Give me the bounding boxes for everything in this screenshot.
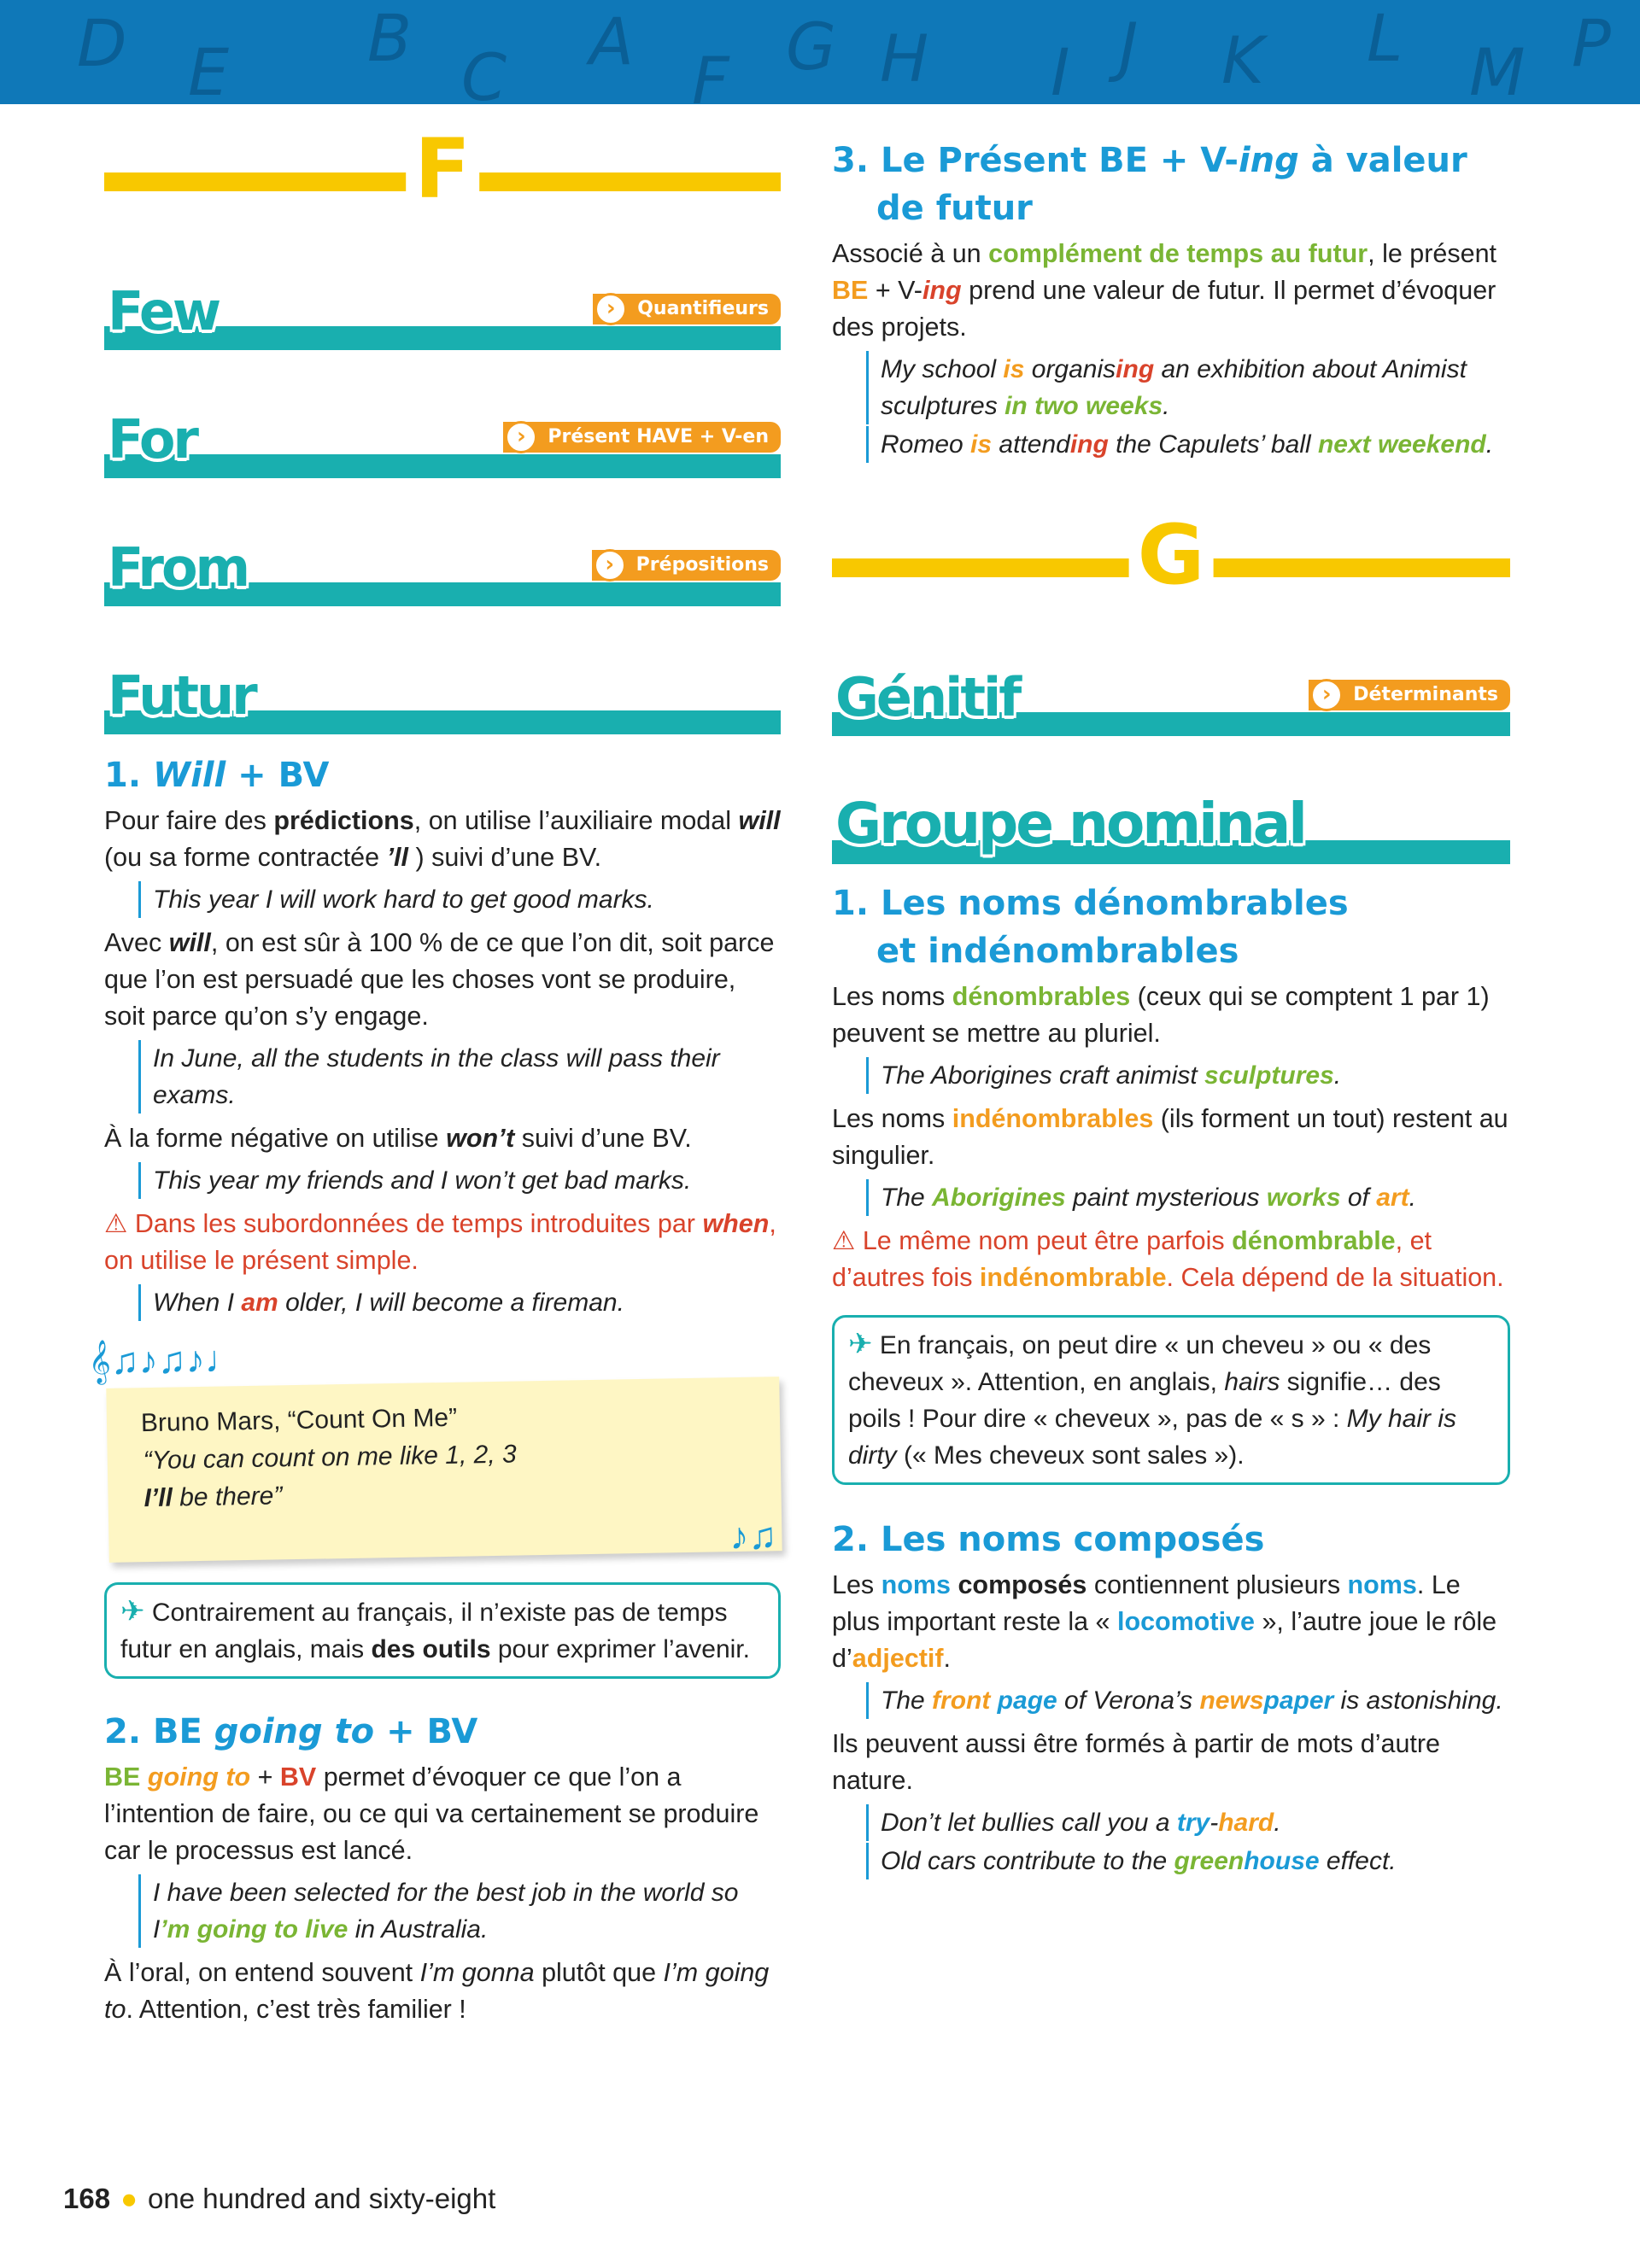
quote-source: Bruno Mars, “Count On Me” [140, 1403, 458, 1438]
banner-letter: I [1051, 34, 1070, 104]
chevron-right-icon: › [505, 421, 537, 453]
example: The Aborigines craft animist sculptures. [866, 1057, 1510, 1094]
warning-note: ⚠ Le même nom peut être parfois dénombrable, et d’autres fois indénombrable. Cela dépend de la situation. [832, 1226, 1504, 1292]
paragraph: Pour faire des prédictions, on utilise l’auxiliaire modal will (ou sa forme contractée ’ll ) suivi d’une BV. [104, 806, 781, 872]
chevron-right-icon: › [1310, 679, 1343, 711]
entry-title: Groupe nominal [835, 791, 1305, 856]
page-number-words: one hundred and sixty-eight [148, 2183, 496, 2214]
page-footer [63, 2183, 495, 2215]
left-column [88, 121, 781, 2031]
crossref-tag[interactable]: › Déterminants [1309, 680, 1510, 710]
info-box: ✈ En français, on peut dire « un cheveu » ou « des cheveux ». Attention, en anglais, hairs signifie… des poils ! Pour dire « cheveux », pas de « s » : My hair is dirty (« Mes cheveux sont sales »). [832, 1315, 1510, 1485]
plane-icon: ✈ [120, 1595, 145, 1628]
warning-note: ⚠ Dans les subordonnées de temps introduites par when, on utilise le présent simple. [104, 1209, 776, 1275]
entry-few [104, 260, 781, 350]
banner-letter: E [188, 34, 230, 104]
banner-letter: K [1221, 22, 1264, 98]
example: This year my friends and I won’t get bad marks. [138, 1162, 781, 1199]
info-box: ✈ Contrairement au français, il n’existe pas de temps futur en anglais, mais des outils pour exprimer l’avenir. [104, 1582, 781, 1679]
banner-letter: H [880, 20, 929, 96]
top-banner [0, 0, 1640, 104]
banner-letter: A [589, 3, 634, 79]
paragraph: Les noms indénombrables (ils forment un tout) restent au singulier. [832, 1104, 1508, 1170]
entry-genitif [832, 646, 1510, 736]
example: The Aborigines paint mysterious works of art. [866, 1179, 1510, 1216]
bullet-icon: ● [120, 2183, 138, 2214]
example: My school is organising an exhibition about Animist sculptures in two weeks. [866, 351, 1510, 424]
entry-title: For [108, 408, 197, 471]
page-number: 168 [63, 2183, 111, 2214]
banner-letter: M [1469, 34, 1526, 104]
paragraph: BE going to + BV permet d’évoquer ce que l’on a l’intention de faire, ou ce qui va certainement se produire car le processus est lancé. [104, 1762, 759, 1865]
example: In June, all the students in the class will pass their exams. [138, 1040, 781, 1114]
chevron-right-icon: › [594, 549, 626, 582]
music-notes-icon: ♪♫ [729, 1515, 777, 1558]
warning-icon: ⚠ [832, 1226, 856, 1255]
example: Romeo is attending the Capulets’ ball next weekend. [866, 426, 1510, 463]
paragraph: Ils peuvent aussi être formés à partir de mots d’autre nature. [832, 1729, 1440, 1795]
banner-letter: B [367, 0, 413, 76]
warning-icon: ⚠ [104, 1209, 128, 1238]
crossref-tag[interactable]: › Présent HAVE + V-en [503, 422, 781, 453]
section-letter-f [104, 121, 781, 222]
banner-letter: C [461, 39, 507, 104]
example: Old cars contribute to the greenhouse effect. [866, 1843, 1510, 1879]
entry-groupe-nominal [832, 774, 1510, 864]
crossref-tag[interactable]: › Prépositions [592, 550, 781, 581]
banner-letter: D [77, 5, 127, 81]
quote-line: “You can count on me like 1, 2, 3 [143, 1440, 517, 1476]
paragraph: Associé à un complément de temps au futur, le présent BE + V-ing prend une valeur de futur. Il permet d’évoquer des projets. [832, 239, 1497, 342]
banner-letter: F [692, 43, 729, 104]
quote-line: I’ll be there” [144, 1482, 283, 1513]
paragraph: Les noms composés contiennent plusieurs noms. Le plus important reste la « locomotive », l’autre joue le rôle d’adjectif. [832, 1570, 1497, 1673]
example: When I am older, I will become a fireman. [138, 1284, 781, 1321]
crossref-tag[interactable]: › Quantifieurs [593, 294, 781, 324]
song-quote-note [88, 1338, 782, 1563]
section-letter: F [406, 128, 479, 210]
banner-letter: J [1119, 9, 1139, 85]
entry-from [104, 516, 781, 606]
subsection-title: 1. Will + BV [104, 756, 330, 795]
subsection-title: 3. Le Présent BE + V-ing à valeur de futur [832, 141, 1467, 228]
paragraph: À la forme négative on utilise won’t suivi d’une BV. [104, 1124, 692, 1153]
subsection-title: 2. BE going to + BV [104, 1712, 478, 1751]
subsection-title: 2. Les noms composés [832, 1520, 1265, 1559]
entry-futur [104, 644, 781, 734]
entry-title: From [108, 536, 249, 599]
paragraph: Avec will, on est sûr à 100 % de ce que l’on dit, soit parce que l’on est persuadé que les choses vont se produire, soit parce qu’on s’y engage. [104, 928, 775, 1031]
entry-for [104, 388, 781, 478]
subsection-title: 1. Les noms dénombrables et indénombrables [832, 884, 1349, 971]
banner-letter: L [1367, 0, 1403, 76]
example: Don’t let bullies call you a try-hard. [866, 1804, 1510, 1841]
paragraph: Les noms dénombrables (ceux qui se comptent 1 par 1) peuvent se mettre au pluriel. [832, 982, 1490, 1048]
example: The front page of Verona’s newspaper is astonishing. [866, 1682, 1510, 1719]
entry-title: Génitif [835, 666, 1020, 728]
right-column [832, 137, 1510, 1886]
paragraph: À l’oral, on entend souvent I’m gonna plutôt que I’m going to. Attention, c’est très familier ! [104, 1958, 770, 2024]
plane-icon: ✈ [848, 1328, 873, 1360]
banner-letter: G [786, 9, 836, 85]
music-notes-icon: 𝄞♫♪♫♪♩ [88, 1338, 243, 1383]
banner-letter: P [1572, 5, 1611, 81]
chevron-right-icon: › [594, 293, 627, 325]
section-letter: G [1129, 514, 1214, 596]
section-letter-g [832, 507, 1510, 608]
entry-title: Futur [108, 664, 255, 727]
example: I have been selected for the best job in the world so I’m going to live in Australia. [138, 1874, 781, 1948]
example: This year I will work hard to get good marks. [138, 881, 781, 918]
entry-title: Few [108, 280, 220, 342]
